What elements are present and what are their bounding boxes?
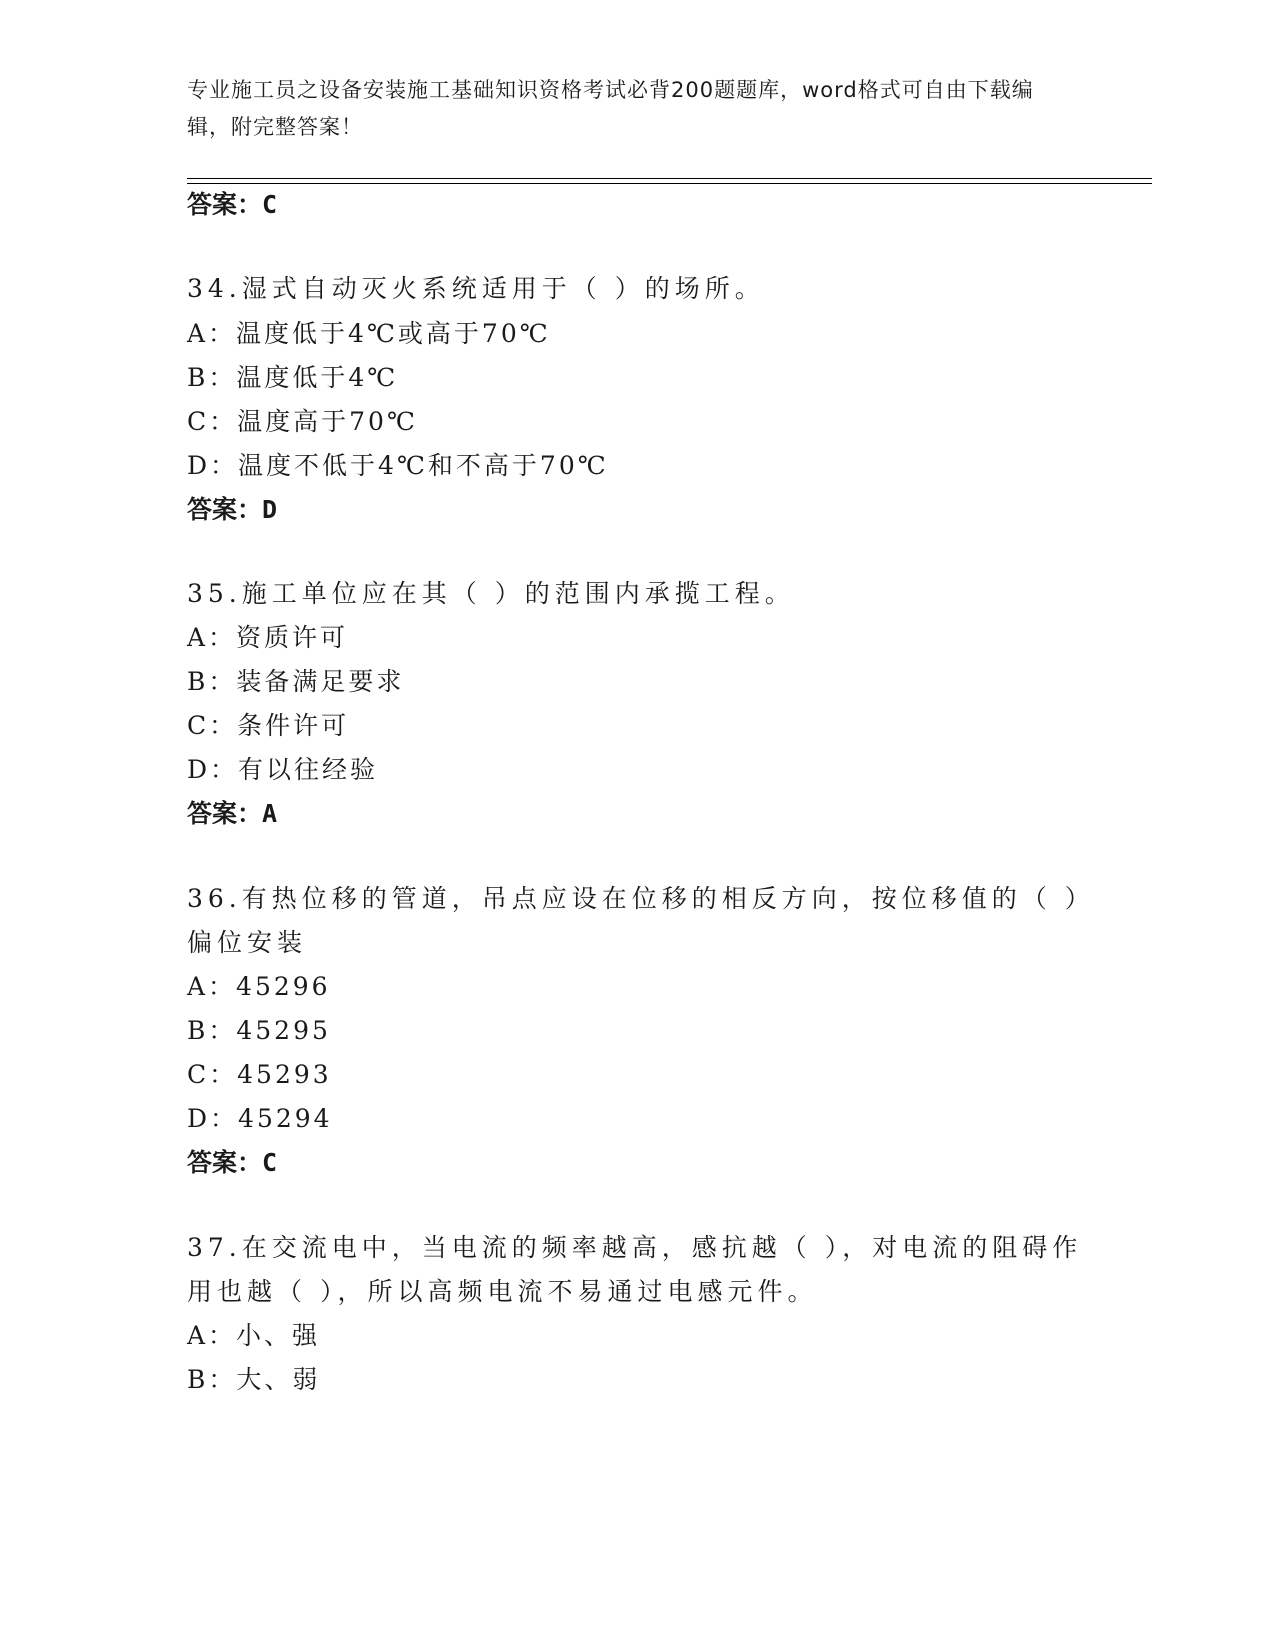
question-35-option-c: C：条件许可 <box>187 711 350 740</box>
question-37-stem-line-2: 用也越（ ），所以高频电流不易通过电感元件。 <box>187 1277 818 1306</box>
question-36-option-a: A：45296 <box>187 972 331 1001</box>
question-36-stem-line-2: 偏位安装 <box>187 928 308 957</box>
answer-34: 答案：D <box>187 495 278 524</box>
question-36-stem-line-1: 36.有热位移的管道，吊点应设在位移的相反方向，按位移值的（ ） <box>187 884 1095 913</box>
question-35-stem: 35.施工单位应在其（ ）的范围内承揽工程。 <box>187 579 795 608</box>
question-36-option-c: C：45293 <box>187 1060 332 1089</box>
question-37-option-a: A：小、强 <box>187 1321 321 1350</box>
header-divider-top <box>187 178 1152 179</box>
question-35-option-b: B：装备满足要求 <box>187 667 405 696</box>
document-header: 专业施工员之设备安装施工基础知识资格考试必背200题题库，word格式可自由下载编辑，附完整答案！ <box>187 78 1034 139</box>
answer-35: 答案：A <box>187 799 278 828</box>
answer-36: 答案：C <box>187 1148 278 1177</box>
question-34-option-d: D：温度不低于4℃和不高于70℃ <box>187 451 609 480</box>
question-34-option-a: A：温度低于4℃或高于70℃ <box>187 319 551 348</box>
question-37-option-b: B：大、弱 <box>187 1365 321 1394</box>
question-35-option-d: D：有以往经验 <box>187 755 379 784</box>
question-35-option-a: A：资质许可 <box>187 623 349 652</box>
question-34-option-b: B：温度低于4℃ <box>187 363 399 392</box>
question-36-option-b: B：45295 <box>187 1016 331 1045</box>
question-36-option-d: D：45294 <box>187 1104 333 1133</box>
question-34-stem: 34.湿式自动灭火系统适用于（ ）的场所。 <box>187 274 765 303</box>
answer-33: 答案：C <box>187 190 278 219</box>
question-37-stem-line-1: 37.在交流电中，当电流的频率越高，感抗越（ ），对电流的阻碍作 <box>187 1233 1083 1262</box>
header-divider-bottom <box>187 183 1152 184</box>
question-34-option-c: C：温度高于70℃ <box>187 407 418 436</box>
